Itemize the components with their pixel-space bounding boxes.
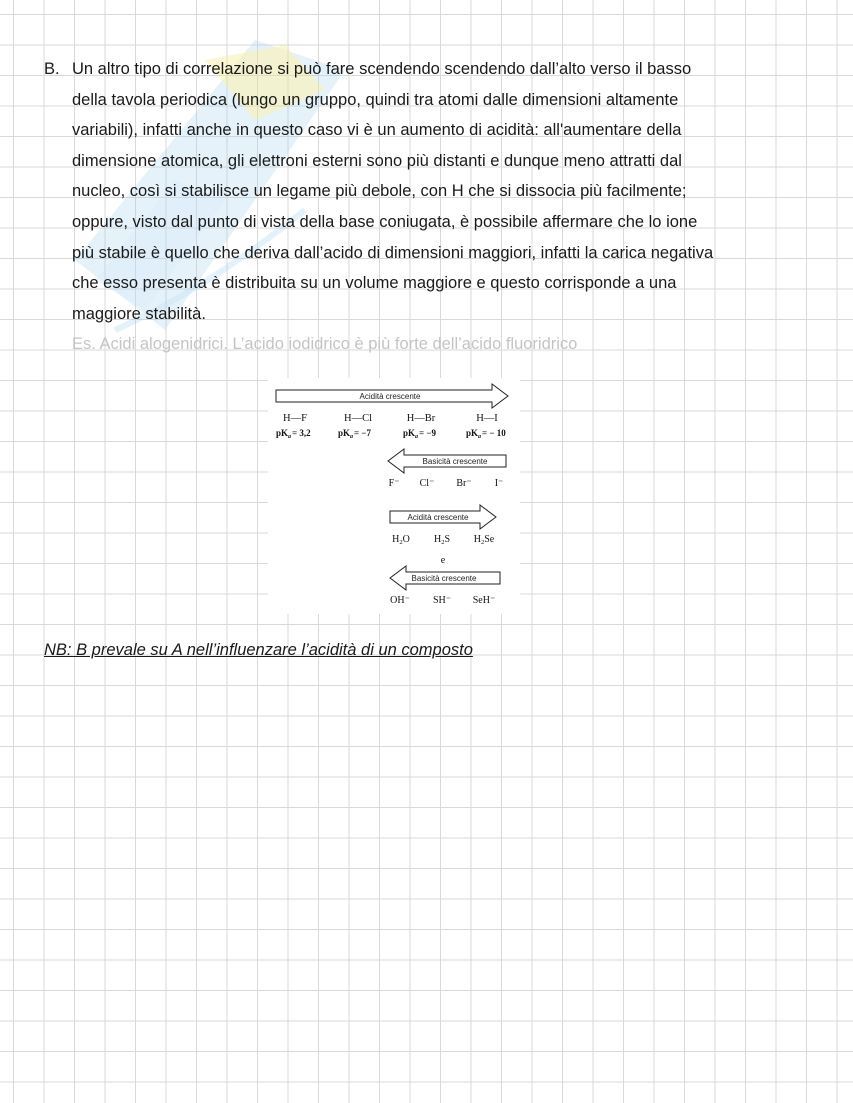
paragraph-line: maggiore stabilità. (72, 304, 206, 323)
conjugate-base: SeH⁻ (472, 595, 496, 606)
acid-formula: H—Cl (343, 413, 373, 424)
acid-formula: H—I (476, 413, 498, 424)
acidity-figure (268, 378, 520, 614)
anion: Cl⁻ (419, 478, 435, 489)
conjunction: e (440, 555, 446, 566)
paragraph-line: nucleo, così si stabilisce un legame più debole, con H che si dissocia più facilmente; (72, 182, 687, 201)
paragraph-line: della tavola periodica (lungo un gruppo, quindi tra atomi dalle dimensioni altamente (72, 90, 679, 109)
paragraph-lines (72, 54, 804, 329)
hydride-formula: $H_2S$ (433, 534, 451, 546)
arrow-acidity-1-label: Acidità crescente (359, 392, 421, 401)
anion: Br⁻ (456, 478, 472, 489)
paragraph-line: variabili), infatti anche in questo caso vi è un aumento di acidità: all'aumentare della (72, 121, 682, 140)
hydride-formula: $H_2Se$ (473, 534, 495, 546)
acid-formula: H—F (283, 413, 307, 424)
arrow-basicity-1 (388, 449, 506, 473)
acidity-diagram (268, 378, 520, 614)
paragraph-line: Un altro tipo di correlazione si può fare scendendo scendendo dall’alto verso il basso (72, 60, 692, 78)
conjugate-base: SH⁻ (432, 595, 452, 606)
arrow-acidity-2 (390, 505, 496, 529)
conjugate-base: OH⁻ (390, 595, 410, 606)
paragraph-line: più stabile è quello che deriva dall’acido di dimensioni maggiori, infatti la carica negativa (72, 243, 714, 262)
paragraph-b (44, 54, 804, 329)
anion: I⁻ (494, 478, 504, 489)
paragraph-line: oppure, visto dal punto di vista della base coniugata, è possibile affermare che lo ione (72, 212, 698, 231)
paragraph-line: che esso presenta è distribuita su un volume maggiore e questo corrisponde a una (72, 274, 677, 293)
arrow-acidity-2-label: Acidità crescente (407, 513, 469, 522)
paragraph-line: dimensione atomica, gli elettroni esterni sono più distanti e dunque meno attratti dal (72, 151, 682, 170)
note-text: NB: B prevale su A nell’influenzare l’acidità di un composto (44, 641, 473, 659)
arrow-basicity-2 (390, 566, 500, 590)
hydride-formula: $H_2O$ (392, 534, 410, 546)
arrow-basicity-1-label: Basicità crescente (422, 457, 488, 466)
acid-pka: $pK_a= -9$ (403, 428, 437, 440)
arrow-basicity-2-label: Basicità crescente (411, 574, 477, 583)
arrow-acidity-1 (276, 384, 508, 408)
acid-pka: $pK_a= 3,2$ (276, 428, 311, 440)
acid-pka: $pK_a= - 10$ (466, 428, 506, 440)
list-marker: B. (44, 60, 60, 78)
acid-pka: $pK_a= -7$ (338, 428, 372, 440)
acid-formula: H—Br (406, 413, 436, 424)
anion: F⁻ (388, 478, 400, 489)
example-text: Es. Acidi alogenidrici. L’acido iodidrico è più forte dell’acido fluoridrico (72, 335, 578, 353)
